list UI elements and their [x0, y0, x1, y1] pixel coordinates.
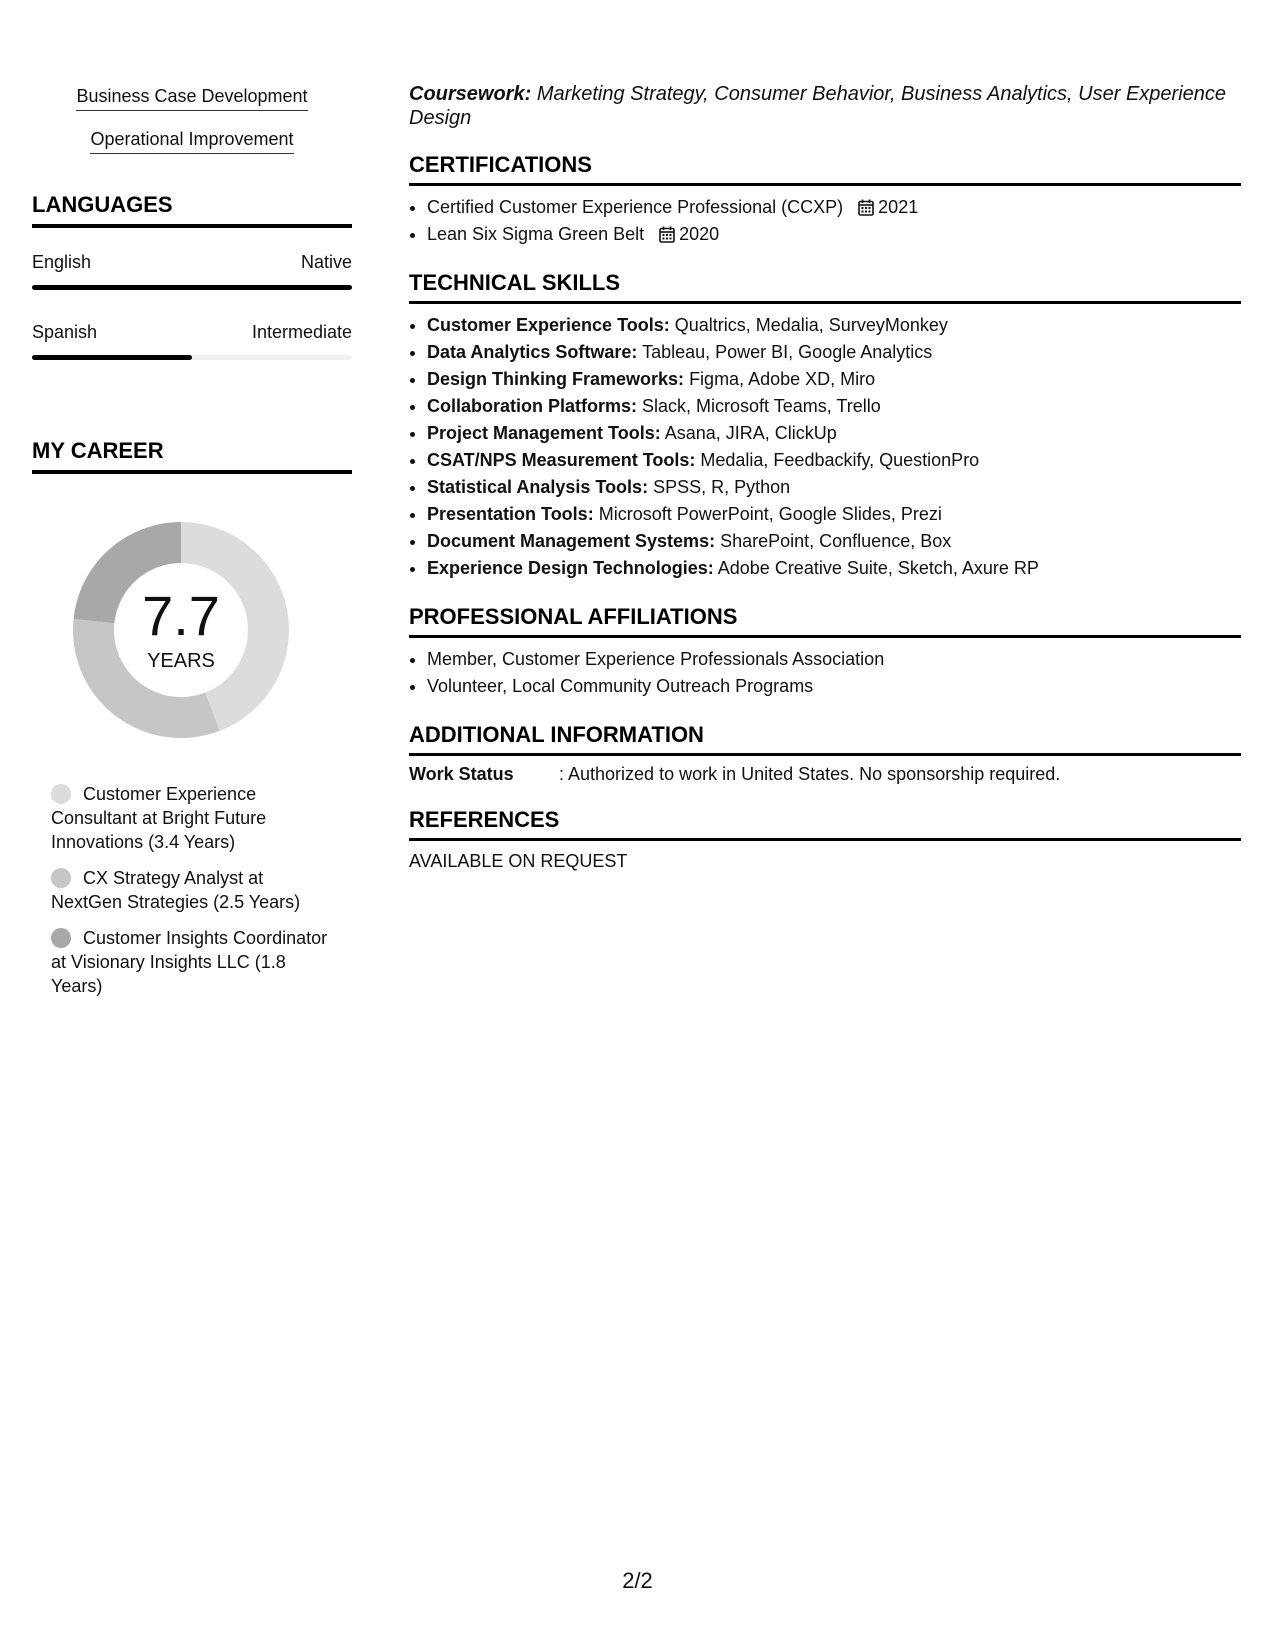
page-number: 2/2: [622, 1568, 653, 1593]
skill-item: • Statistical Analysis Tools: SPSS, R, Python: [427, 474, 1241, 501]
languages-section: [32, 192, 352, 360]
career-section: [32, 438, 352, 998]
references-section: [409, 807, 1241, 872]
language-bar: [32, 355, 352, 360]
skill-item: • Collaboration Platforms: Slack, Microsoft Teams, Trello: [427, 393, 1241, 420]
certification-item: • Lean Six Sigma Green Belt 2020: [427, 221, 1241, 248]
language-bar-fill: [32, 355, 192, 360]
affiliations-section: [409, 604, 1241, 700]
certification-item: • Certified Customer Experience Professional (CCXP) 2021: [427, 194, 1241, 221]
coursework-text: Marketing Strategy, Consumer Behavior, Business Analytics, User Experience Design: [409, 83, 1227, 129]
left-column: [32, 86, 352, 1010]
language-name: English: [32, 252, 92, 272]
career-donut-chart: [65, 514, 297, 746]
language-bar-fill: [32, 285, 352, 290]
certification-year: 2020: [679, 224, 720, 244]
career-legend: [51, 782, 331, 998]
work-status-row: [409, 764, 1241, 785]
skill-item: • Customer Experience Tools: Qualtrics, Medalia, SurveyMonkey: [427, 312, 1241, 339]
skill-item: • Document Management Systems: SharePoint, Confluence, Box: [427, 528, 1241, 555]
language-level: Native: [300, 252, 352, 272]
additional-info-title: ADDITIONAL INFORMATION: [409, 722, 1241, 756]
skill-item: • Design Thinking Frameworks: Figma, Adobe XD, Miro: [427, 366, 1241, 393]
career-unit: YEARS: [147, 649, 215, 672]
certifications-list: [409, 194, 1241, 248]
career-legend-item: Customer Experience Consultant at Bright Future Innovations (3.4 Years): [51, 784, 267, 852]
affiliation-item: • Member, Customer Experience Professionals Association: [427, 646, 1241, 673]
strength-item: Business Case Development: [32, 86, 352, 111]
technical-skills-section: [409, 270, 1241, 582]
additional-info-section: [409, 722, 1241, 785]
affiliations-title: PROFESSIONAL AFFILIATIONS: [409, 604, 1241, 638]
career-legend-item: Customer Insights Coordinator at Visionary Insights LLC (1.8 Years): [51, 928, 328, 996]
certifications-section: [409, 152, 1241, 248]
legend-dot: [51, 928, 71, 948]
skill-item: • CSAT/NPS Measurement Tools: Medalia, Feedbackify, QuestionPro: [427, 447, 1241, 474]
legend-dot: [51, 784, 71, 804]
coursework-label: Coursework:: [409, 83, 532, 105]
references-title: REFERENCES: [409, 807, 1241, 841]
certification-year: 2021: [878, 197, 919, 217]
language-bar: [32, 285, 352, 290]
language-name: Spanish: [32, 322, 98, 342]
skill-item: • Presentation Tools: Microsoft PowerPoint, Google Slides, Prezi: [427, 501, 1241, 528]
technical-skills-list: [409, 312, 1241, 582]
language-level: Intermediate: [251, 322, 352, 342]
strength-item: Operational Improvement: [32, 129, 352, 154]
language-item: [32, 322, 352, 360]
certifications-title: CERTIFICATIONS: [409, 152, 1241, 186]
skill-item: • Project Management Tools: Asana, JIRA, ClickUp: [427, 420, 1241, 447]
skill-item: • Data Analytics Software: Tableau, Power BI, Google Analytics: [427, 339, 1241, 366]
references-text: AVAILABLE ON REQUEST: [409, 851, 628, 871]
coursework: [409, 82, 1241, 130]
languages-title: LANGUAGES: [32, 192, 352, 228]
affiliations-list: [409, 646, 1241, 700]
career-legend-item: CX Strategy Analyst at NextGen Strategies (2.5 Years): [51, 868, 301, 912]
right-column: [409, 82, 1241, 872]
language-item: [32, 252, 352, 290]
work-status-value: : Authorized to work in United States. No sponsorship required.: [559, 764, 1061, 784]
career-total: 7.7: [142, 583, 220, 647]
calendar-icon: [659, 226, 675, 243]
work-status-label: Work Status: [409, 764, 514, 784]
affiliation-item: • Volunteer, Local Community Outreach Programs: [427, 673, 1241, 700]
legend-dot: [51, 868, 71, 888]
calendar-icon: [858, 199, 874, 216]
career-title: MY CAREER: [32, 438, 352, 474]
skill-item: • Experience Design Technologies: Adobe Creative Suite, Sketch, Axure RP: [427, 555, 1241, 582]
technical-skills-title: TECHNICAL SKILLS: [409, 270, 1241, 304]
